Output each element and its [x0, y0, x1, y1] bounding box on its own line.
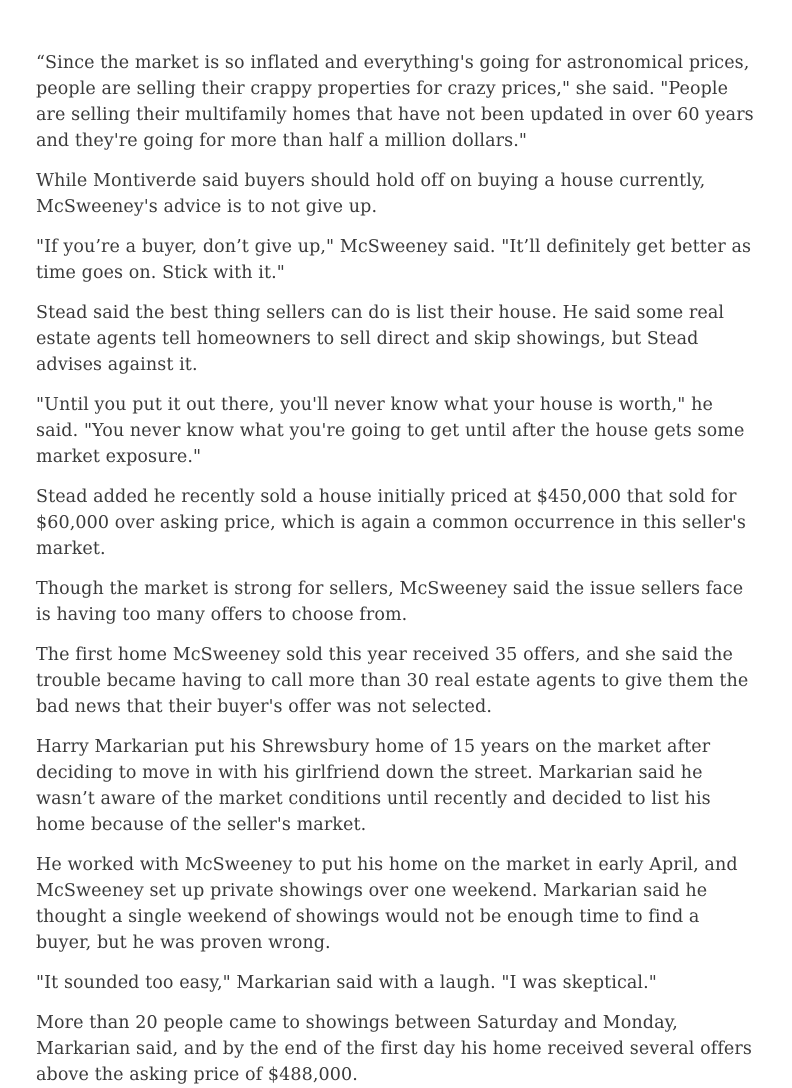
article-paragraph: Stead added he recently sold a house initially priced at $450,000 that sold for $60,000 over asking price, which is again a common occurrence in this seller's market. — [36, 487, 746, 559]
article-paragraph: Stead said the best thing sellers can do is list their house. He said some real estate agents tell homeowners to sell direct and skip showings, but Stead advises against it. — [36, 303, 725, 375]
article-paragraph: More than 20 people came to showings between Saturday and Monday, Markarian said, and by the end of the first day his home received several offers above the asking price of $488,000. — [36, 1013, 752, 1085]
article-paragraph: Though the market is strong for sellers, McSweeney said the issue sellers face is having too many offers to choose from. — [36, 579, 744, 625]
article-paragraph: “Since the market is so inflated and everything's going for astronomical prices, people are selling their crappy properties for crazy prices," she said. "People are selling their multifamily homes that have not been updated in over 60 years and they're going for more than half a million dollars." — [36, 53, 754, 151]
article-paragraph: "It sounded too easy," Markarian said with a laugh. "I was skeptical." — [36, 973, 657, 993]
article-paragraph: Harry Markarian put his Shrewsbury home of 15 years on the market after deciding to move in with his girlfriend down the street. Markarian said he wasn’t aware of the market conditions until recently and decided to list his home because of the seller's market. — [36, 737, 711, 835]
article-paragraph: While Montiverde said buyers should hold off on buying a house currently, McSweeney's advice is to not give up. — [36, 171, 706, 217]
article-paragraph: "If you’re a buyer, don’t give up," McSweeney said. "It’ll definitely get better as time goes on. Stick with it." — [36, 237, 752, 283]
article-paragraph: The first home McSweeney sold this year received 35 offers, and she said the trouble became having to call more than 30 real estate agents to give them the bad news that their buyer's offer was not selected. — [36, 645, 749, 717]
article-paragraph: He worked with McSweeney to put his home on the market in early April, and McSweeney set up private showings over one weekend. Markarian said he thought a single weekend of showings would not be enough time to find a buyer, but he was proven wrong. — [36, 855, 738, 953]
article-paragraph: "Until you put it out there, you'll never know what your house is worth," he said. "You never know what you're going to get until after the house gets some market exposure." — [36, 395, 745, 467]
